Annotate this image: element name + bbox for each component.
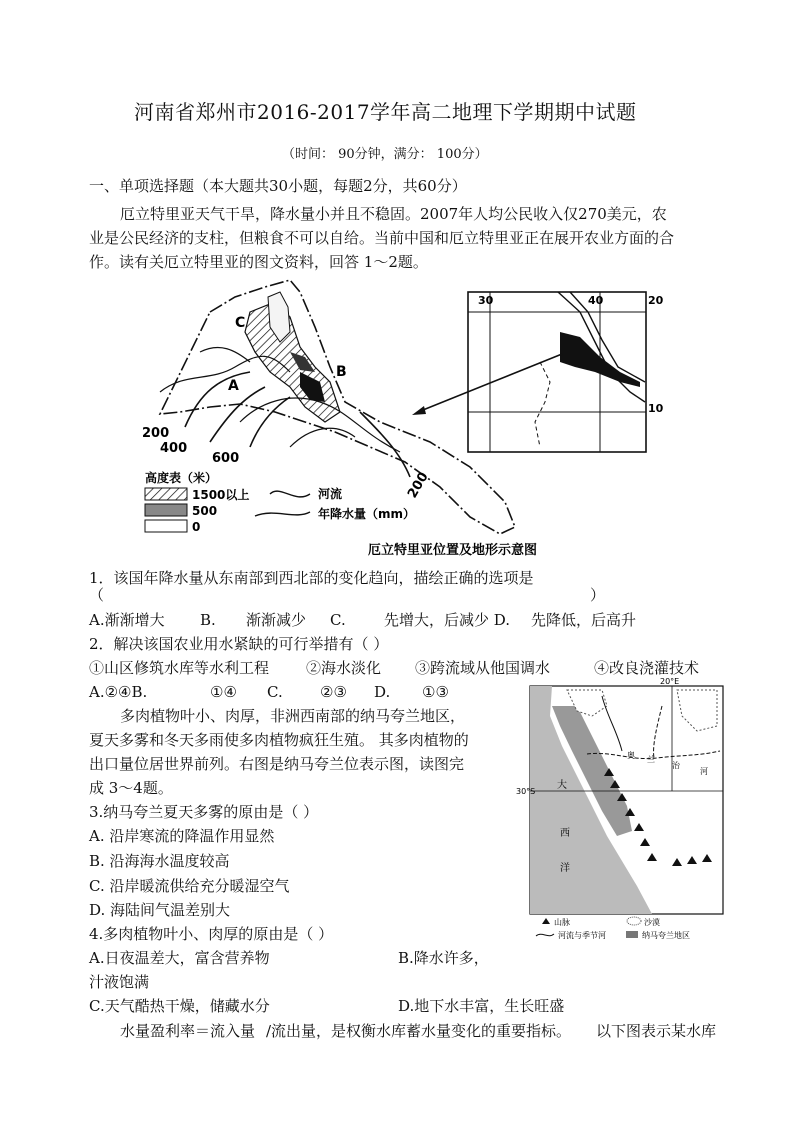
question-2-option: D. xyxy=(374,683,391,701)
measure-item: ①山区修筑水库等水利工程 xyxy=(89,659,270,677)
legend-title: 高度表（米） xyxy=(145,471,218,485)
question-1-paren-open: （ xyxy=(89,586,105,604)
map-caption: 厄立特里亚位置及地形示意图 xyxy=(368,543,538,558)
river-char: 兰 xyxy=(647,755,655,764)
question-1-option: 先增大，后减少 D. xyxy=(384,611,511,629)
question-4-stem: 4.多肉植物叶小、肉厚的原由是（ ） xyxy=(89,925,334,943)
isohyet-label: 400 xyxy=(160,441,188,456)
next-intro-line: 水量盈利率＝流入量 xyxy=(120,1022,256,1040)
question-4-option-b-cont: 汁液饱满 xyxy=(89,973,150,991)
ocean-char: 西 xyxy=(560,828,570,839)
measure-item: ③跨流域从他国调水 xyxy=(415,659,551,677)
question-1-paren-close: ） xyxy=(590,586,606,604)
map2-legend-item: 河流与季节河 xyxy=(558,931,606,940)
namaqualand-map xyxy=(516,676,732,941)
section-heading: 一、单项选择题（本大题共30小题，每题2分，共60分） xyxy=(89,177,467,195)
map2-legend-item: 山脉 xyxy=(554,918,570,927)
isohyet-label: 200 xyxy=(142,426,170,441)
river-char: 奥 xyxy=(627,751,635,760)
next-intro-line: /流出量，是权衡水库蓄水量变化的重要指标。 xyxy=(266,1022,572,1040)
intro2-line: 夏天多雾和冬天多雨使多肉植物疯狂生殖。 其多肉植物的 xyxy=(89,731,469,749)
question-2-option: ①④ xyxy=(210,683,237,701)
isohyet-label: 600 xyxy=(212,451,240,466)
question-2-option: ②③ xyxy=(320,683,347,701)
intro-line: 厄立特里亚天气干旱，降水量小并且不稳固。2007年人均公民收入仅270美元，农 xyxy=(120,205,667,223)
inset-tick: 40 xyxy=(588,294,604,307)
question-2-option: C. xyxy=(267,683,283,701)
legend-rainfall: 年降水量（mm） xyxy=(318,507,416,521)
measure-item: ④改良浇灌技术 xyxy=(594,659,700,677)
map2-legend-item: 纳马夸兰地区 xyxy=(642,931,690,940)
question-1-option: A.渐渐增大 xyxy=(89,611,165,629)
ocean-char: 洋 xyxy=(560,863,570,874)
inset-tick: 20 xyxy=(648,294,664,307)
intro2-line: 成 3～4题。 xyxy=(89,779,173,797)
exam-time-line: （时间： 90分钟，满分： 100分） xyxy=(282,147,488,162)
ocean-char: 大 xyxy=(557,780,567,791)
question-1-stem: 1．该国年降水量从东南部到西北部的变化趋向，描绘正确的选项是 xyxy=(89,569,534,587)
question-3-option: D. 海陆间气温差别大 xyxy=(89,901,231,919)
page-title: 河南省郑州市2016-2017学年高二地理下学期期中试题 xyxy=(134,100,637,124)
intro-line: 业是公民经济的支柱，但粮食不可以自给。当前中国和厄立特里亚正在展开农业方面的合 xyxy=(89,229,675,247)
question-1-option: 先降低，后高升 xyxy=(531,611,637,629)
intro2-line: 出口量位居世界前列。右图是纳马夸兰位表示图，读图完 xyxy=(89,755,465,773)
river-char: 河 xyxy=(700,767,708,776)
question-4-option-d: D.地下水丰富，生长旺盛 xyxy=(398,997,565,1015)
question-4-option-c: C.天气酷热干燥，储藏水分 xyxy=(89,997,270,1015)
legend-item: 1500以上 xyxy=(192,488,250,502)
map2-lat-label: 30°S xyxy=(516,787,536,796)
measure-item: ②海水淡化 xyxy=(306,659,382,677)
river-char: 治 xyxy=(672,761,680,770)
point-label-b: B xyxy=(336,364,347,380)
question-4-option-b: B.降水许多， xyxy=(398,949,489,967)
legend-item: 500 xyxy=(192,504,218,518)
question-3-option: B. 沿海海水温度较高 xyxy=(89,852,230,870)
eritrea-map xyxy=(140,272,664,558)
question-3-option: A. 沿岸寒流的降温作用显然 xyxy=(89,827,275,845)
legend-river: 河流 xyxy=(318,487,343,501)
question-1-option: B. xyxy=(200,611,216,629)
point-label-c: C xyxy=(235,315,246,331)
isohyet-label: 200 xyxy=(405,469,432,501)
question-1-option: C. xyxy=(330,611,346,629)
intro2-line: 多肉植物叶小、肉厚，非洲西南部的纳马夸兰地区， xyxy=(120,707,466,725)
question-3-stem: 3.纳马夸兰夏天多雾的原由是（ ） xyxy=(89,803,319,821)
legend-item: 0 xyxy=(192,520,201,534)
question-2-option: A.②④B. xyxy=(89,683,148,701)
point-label-a: A xyxy=(228,378,239,394)
question-4-option-a: A.日夜温差大，富含营养物 xyxy=(89,949,270,967)
question-1-option: 渐渐减少 xyxy=(246,611,307,629)
inset-tick: 30 xyxy=(478,294,494,307)
map2-lon-label: 20°E xyxy=(660,677,680,686)
question-2-stem: 2．解决该国农业用水紧缺的可行举措有（ ） xyxy=(89,635,389,653)
question-2-option: ①③ xyxy=(422,683,449,701)
question-3-option: C. 沿岸暖流供给充分暖湿空气 xyxy=(89,877,290,895)
map2-legend-item: 沙漠 xyxy=(644,918,660,927)
intro-line: 作。读有关厄立特里亚的图文资料，回答 1～2题。 xyxy=(89,253,428,271)
next-intro-line: 以下图表示某水库 xyxy=(596,1022,717,1040)
inset-tick: 10 xyxy=(648,402,664,415)
